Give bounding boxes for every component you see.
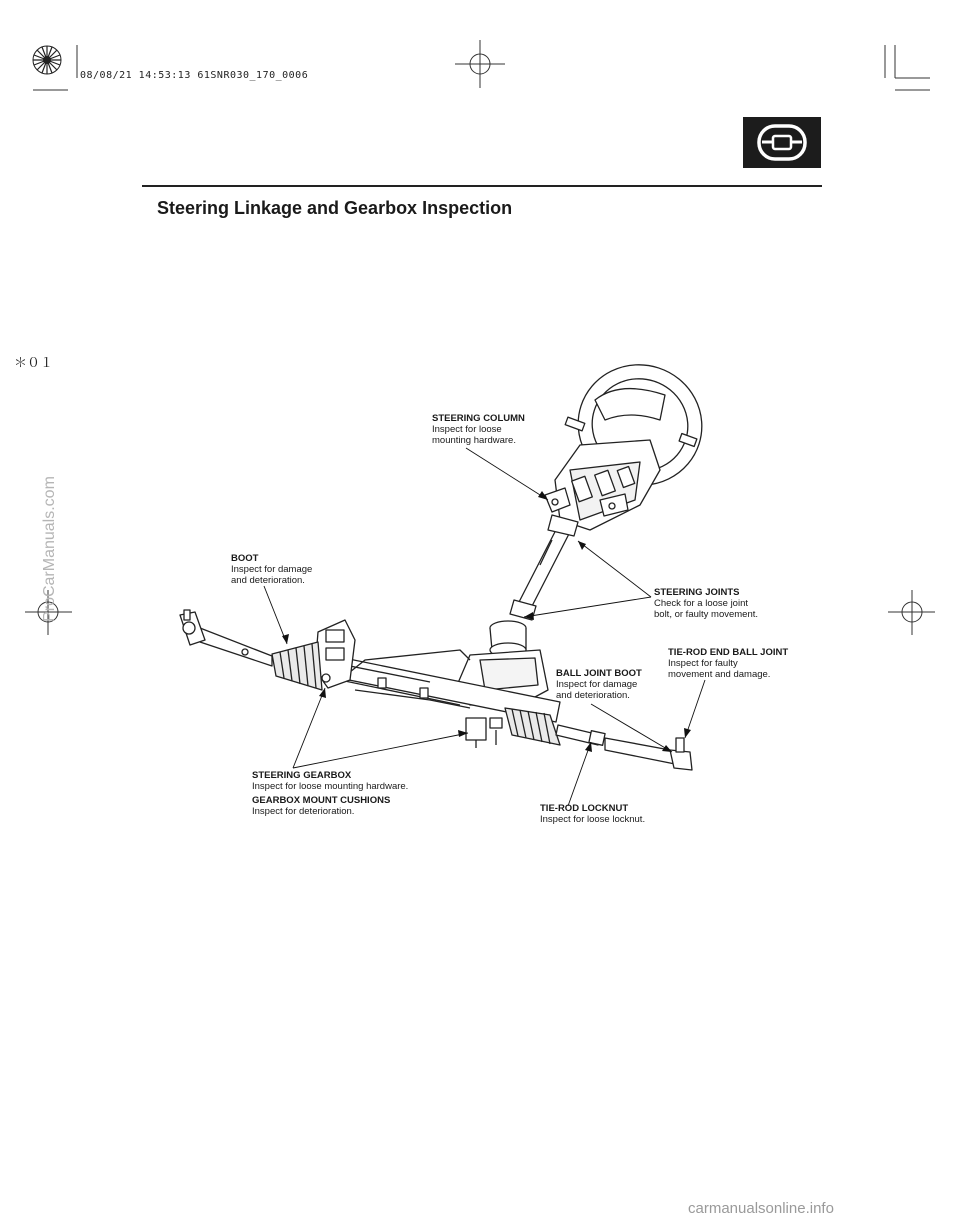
callout-tie-rod-locknut-body: Inspect for loose locknut. xyxy=(540,814,646,825)
callout-tie-rod-locknut xyxy=(540,803,645,825)
callout-boot xyxy=(231,553,312,586)
callout-ball-joint-boot-head: BALL JOINT BOOT xyxy=(556,668,642,679)
page-marker: ＊０１ xyxy=(14,356,54,371)
callout-gearbox-mount-cushions-body: Inspect for deterioration. xyxy=(252,806,355,817)
callout-boot-body: Inspect for damage and deterioration. xyxy=(231,564,313,586)
callout-steering-gearbox-body: Inspect for loose mounting hardware. xyxy=(252,781,409,792)
callout-gearbox-mount-cushions-head: GEARBOX MOUNT CUSHIONS xyxy=(252,795,391,806)
gearbox-mount-cushion xyxy=(466,718,502,748)
callout-tie-rod-end-ball-joint-head: TIE-ROD END BALL JOINT xyxy=(668,647,789,658)
intermediate-shaft xyxy=(510,515,578,620)
watermark-left: ProCarManuals.com xyxy=(41,476,58,622)
left-tie-rod xyxy=(180,610,272,666)
right-tie-rod xyxy=(556,725,692,770)
steering-column xyxy=(545,440,660,530)
callout-steering-joints xyxy=(654,587,758,620)
callout-boot-head: BOOT xyxy=(231,553,259,564)
callout-gearbox-mount-cushions xyxy=(252,795,390,817)
callout-steering-gearbox-head: STEERING GEARBOX xyxy=(252,770,352,781)
left-boot xyxy=(272,642,322,690)
callout-steering-column-head: STEERING COLUMN xyxy=(432,413,525,424)
watermark-bottom: carmanualsonline.info xyxy=(688,1200,834,1217)
callout-tie-rod-end-ball-joint xyxy=(668,647,788,680)
print-stamp: 08/08/21 14:53:13 61SNR030_170_0006 xyxy=(80,70,309,81)
callout-ball-joint-boot xyxy=(556,668,642,701)
callout-steering-column-body: Inspect for loose mounting hardware. xyxy=(432,424,516,446)
callout-ball-joint-boot-body: Inspect for damage and deterioration. xyxy=(556,679,638,701)
callout-steering-gearbox xyxy=(252,770,408,792)
callout-tie-rod-end-ball-joint-body: Inspect for faulty movement and damage. xyxy=(668,658,771,680)
callout-steering-joints-head: STEERING JOINTS xyxy=(654,587,740,598)
callout-steering-joints-body: Check for a loose joint bolt, or faulty movement. xyxy=(654,598,759,620)
page-title: Steering Linkage and Gearbox Inspection xyxy=(157,198,513,218)
callout-steering-column xyxy=(432,413,525,446)
callout-tie-rod-locknut-head: TIE-ROD LOCKNUT xyxy=(540,803,629,814)
